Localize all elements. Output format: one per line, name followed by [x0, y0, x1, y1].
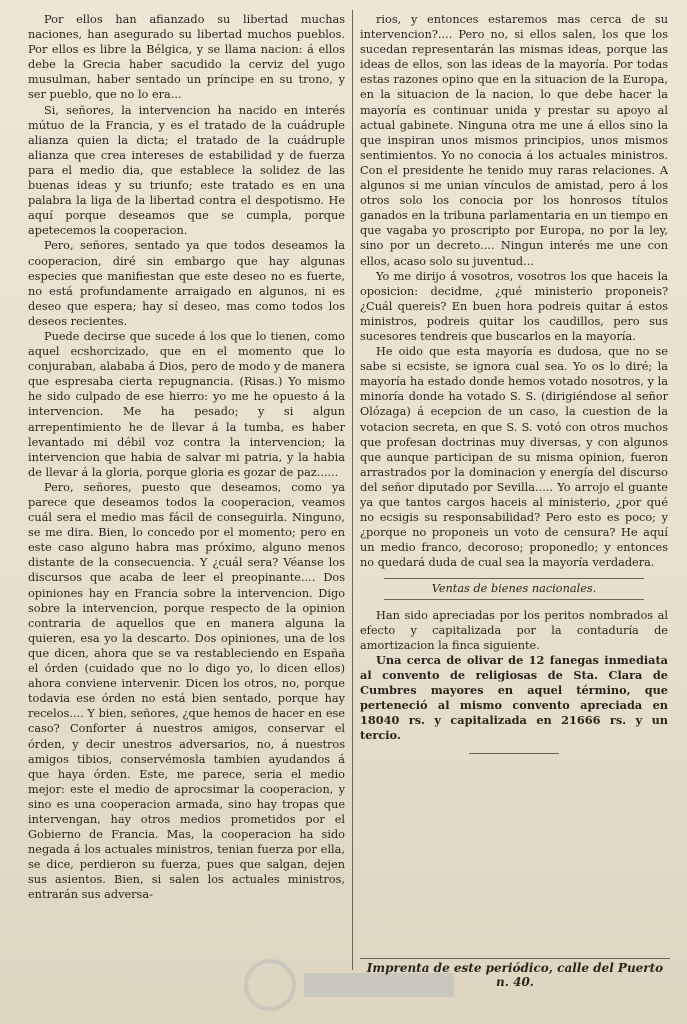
right-paragraph: Yo me dirijo á vosotros, vosotros los que haceis la oposicion: decidme, ¿qué ministerio proponeis? ¿Cuál quereis? En buen hora podreis quitar á estos ministros, podreis quitar los caudillos, pero sus sucesores tendreis que buscarlos en la mayoría. [360, 269, 668, 343]
left-paragraph: Pero, señores, puesto que deseamos, como ya parece que deseamos todos la cooperacion, veamos cuál sera el medio mas fácil de conseguirla. Ninguno, se me dira. Bien, lo concedo por el momento; pero en este caso alguno habra mas próximo, alguno menos distante de la consecuencia. Y ¿cuál sera? Véanse los discursos que acaba de leer el preopinante.... Dos opiniones hay en Francia sobre la intervencion. Digo sobre la intervencion, porque respecto de la opinion contraria de aquellos que en manera alguna la quieren, esa yo la descarto. Dos opiniones, una de los que dicen, ahora que se va restableciendo en España el órden (cuidado que no lo digo yo, lo dicen ellos) ahora conviene intervenir. Dicen los otros, no, porque todavia ese órden no está bien sentado, porque hay recelos.... Y bien, señores, ¿que hemos de hacer en ese caso? Conforter á nuestros amigos, conservar el órden, y decir unestros adversarios, no, á nuestros amigos tibios, conservémosla tambien ayudandos á que haya órden. Este, me parece, seria el medio mejor: este el medio de aprocsimar la cooperacion, y sino es una cooperacion armada, sino hay tropas que intervengan, hay otros medios prometidos por el Gobierno de Francia. Mas, la cooperacion ha sido negada á los actuales ministros, tenian fuerza por ella, se dice, perdieron su fuerza, pues que salgan, dejen sus asientos. Bien, si salen los actuales ministros, entrarán sus adversa- [28, 480, 345, 902]
column-divider [352, 10, 353, 970]
sale-paragraph: Una cerca de olivar de 12 fanegas inmediata al convento de religiosas de Sta. Clara de Cumbres mayores en aquel término, que perteneció al mismo convento apreciada en 18040 rs. y capitalizada en 21666 rs. y un tercio. [360, 652, 668, 743]
section-title-sales: Ventas de bienes nacionales. [360, 578, 668, 599]
left-column [28, 12, 345, 903]
left-paragraph: Puede decirse que sucede á los que lo tienen, como aquel ecshorcizado, que en el momento que lo conjuraban, alababa á Dios, pero de modo y de manera que espresaba cierta repugnancia. (Risas.) Yo mismo he sido culpado de ese hierro: yo me he opuesto á la intervencion. Me ha pesado; y si algun arrepentimiento he de llevar á la tumba, es haber levantado mi débil voz contra la intervencion; la intervencion que habia de salvar mi patria, y la habia de llevar á la gloria, porque gloria es gozar de paz...... [28, 329, 345, 479]
right-paragraph: He oido que esta mayoría es dudosa, que no se sabe si ecsiste, se ignora cual sea. Yo os lo diré; la mayoría ha estado donde hemos votado nosotros, y la minoría donde ha votado S. S. (dirigiéndose al señor Olózaga) á ecepcion de un caso, la cuestion de la votacion secreta, en que S. S. votó con otros muchos que profesan doctrinas muy diversas, y con algunos que aunque participan de su misma opinion, fueron arrastrados por la dominacion y energía del discurso del señor diputado por Sevilla..... Yo arrojo el guante ya que tantos cargos haceis al ministerio, ¿por qué no ecsigis su responsabilidad? Pero esto es poco; y ¿porque no proponeis un voto de censura? He aquí un medio franco, decoroso; proponedlo; y entonces no quedará duda de cual sea la mayoría verdadera. [360, 345, 668, 570]
left-paragraph: Pero, señores, sentado ya que todos deseamos la cooperacion, diré sin embargo que hay algunas especies que manifiestan que este deseo no es fuerte, no está profundamente arraigado en algunos, ni es deseo que espera; hay sí deseo, mas como todos los deseos recientes. [28, 239, 345, 328]
left-paragraph: Por ellos han afianzado su libertad muchas naciones, han asegurado su libertad muchos pueblos. Por ellos es libre la Bélgica, y se llama nacion: á ellos debe la Grecia haber sacudido la cerviz del yugo musulman, haber sentado un príncipe en su trono, y ser pueblo, que no lo era... [28, 13, 345, 102]
left-paragraph: Si, señores, la intervencion ha nacido en interés mútuo de la Francia, y es el tratado de la cuádruple alianza quien la dicta; el tratado de la cuádruple alianza que crea intereses de estabilidad y de fuerza para el medio dia, que establece la solidez de las buenas ideas y su triunfo; este tratado es en una palabra la liga de la libertad contra el despotismo. He aquí porque deseamos que se cumpla, porque apetecemos la cooperacion. [28, 103, 345, 238]
short-rule [469, 753, 559, 754]
right-paragraph: rios, y entonces estaremos mas cerca de su intervencion?.... Pero no, si ellos salen, los que los sucedan representarán las mismas ideas, porque las ideas de ellos, son las ideas de la mayoría. Por todas estas razones opino que en la situacion de la Europa, en la situacion de la nacion, lo que debe hacer la mayoría es continuar unida y prestar su apoyo al actual gabinete. Ninguna otra me une á ellos sino la que inspiran unos mismos principios, unos mismos sentimientos. Yo no conocia á los actuales ministros. Con el presidente he tenido muy raras relaciones. A algunos si me unian vínculos de amistad, pero á los otros solo los conocia por los honrosos títulos ganados en la tribuna parlamentaria en un tiempo en que vagaba yo proscripto por Europa, no por la ley, sino por un decreto.... Ningun interés me une con ellos, acaso solo su juventud... [360, 13, 668, 268]
right-column [360, 12, 668, 764]
sale-paragraph: Han sido apreciadas por los peritos nombrados al efecto y capitalizada por la contaduría de amortizacion la finca siguiente. [360, 608, 668, 652]
imprint-line: Imprenta de este periódico, calle del Puerto n. 40. [360, 958, 670, 989]
